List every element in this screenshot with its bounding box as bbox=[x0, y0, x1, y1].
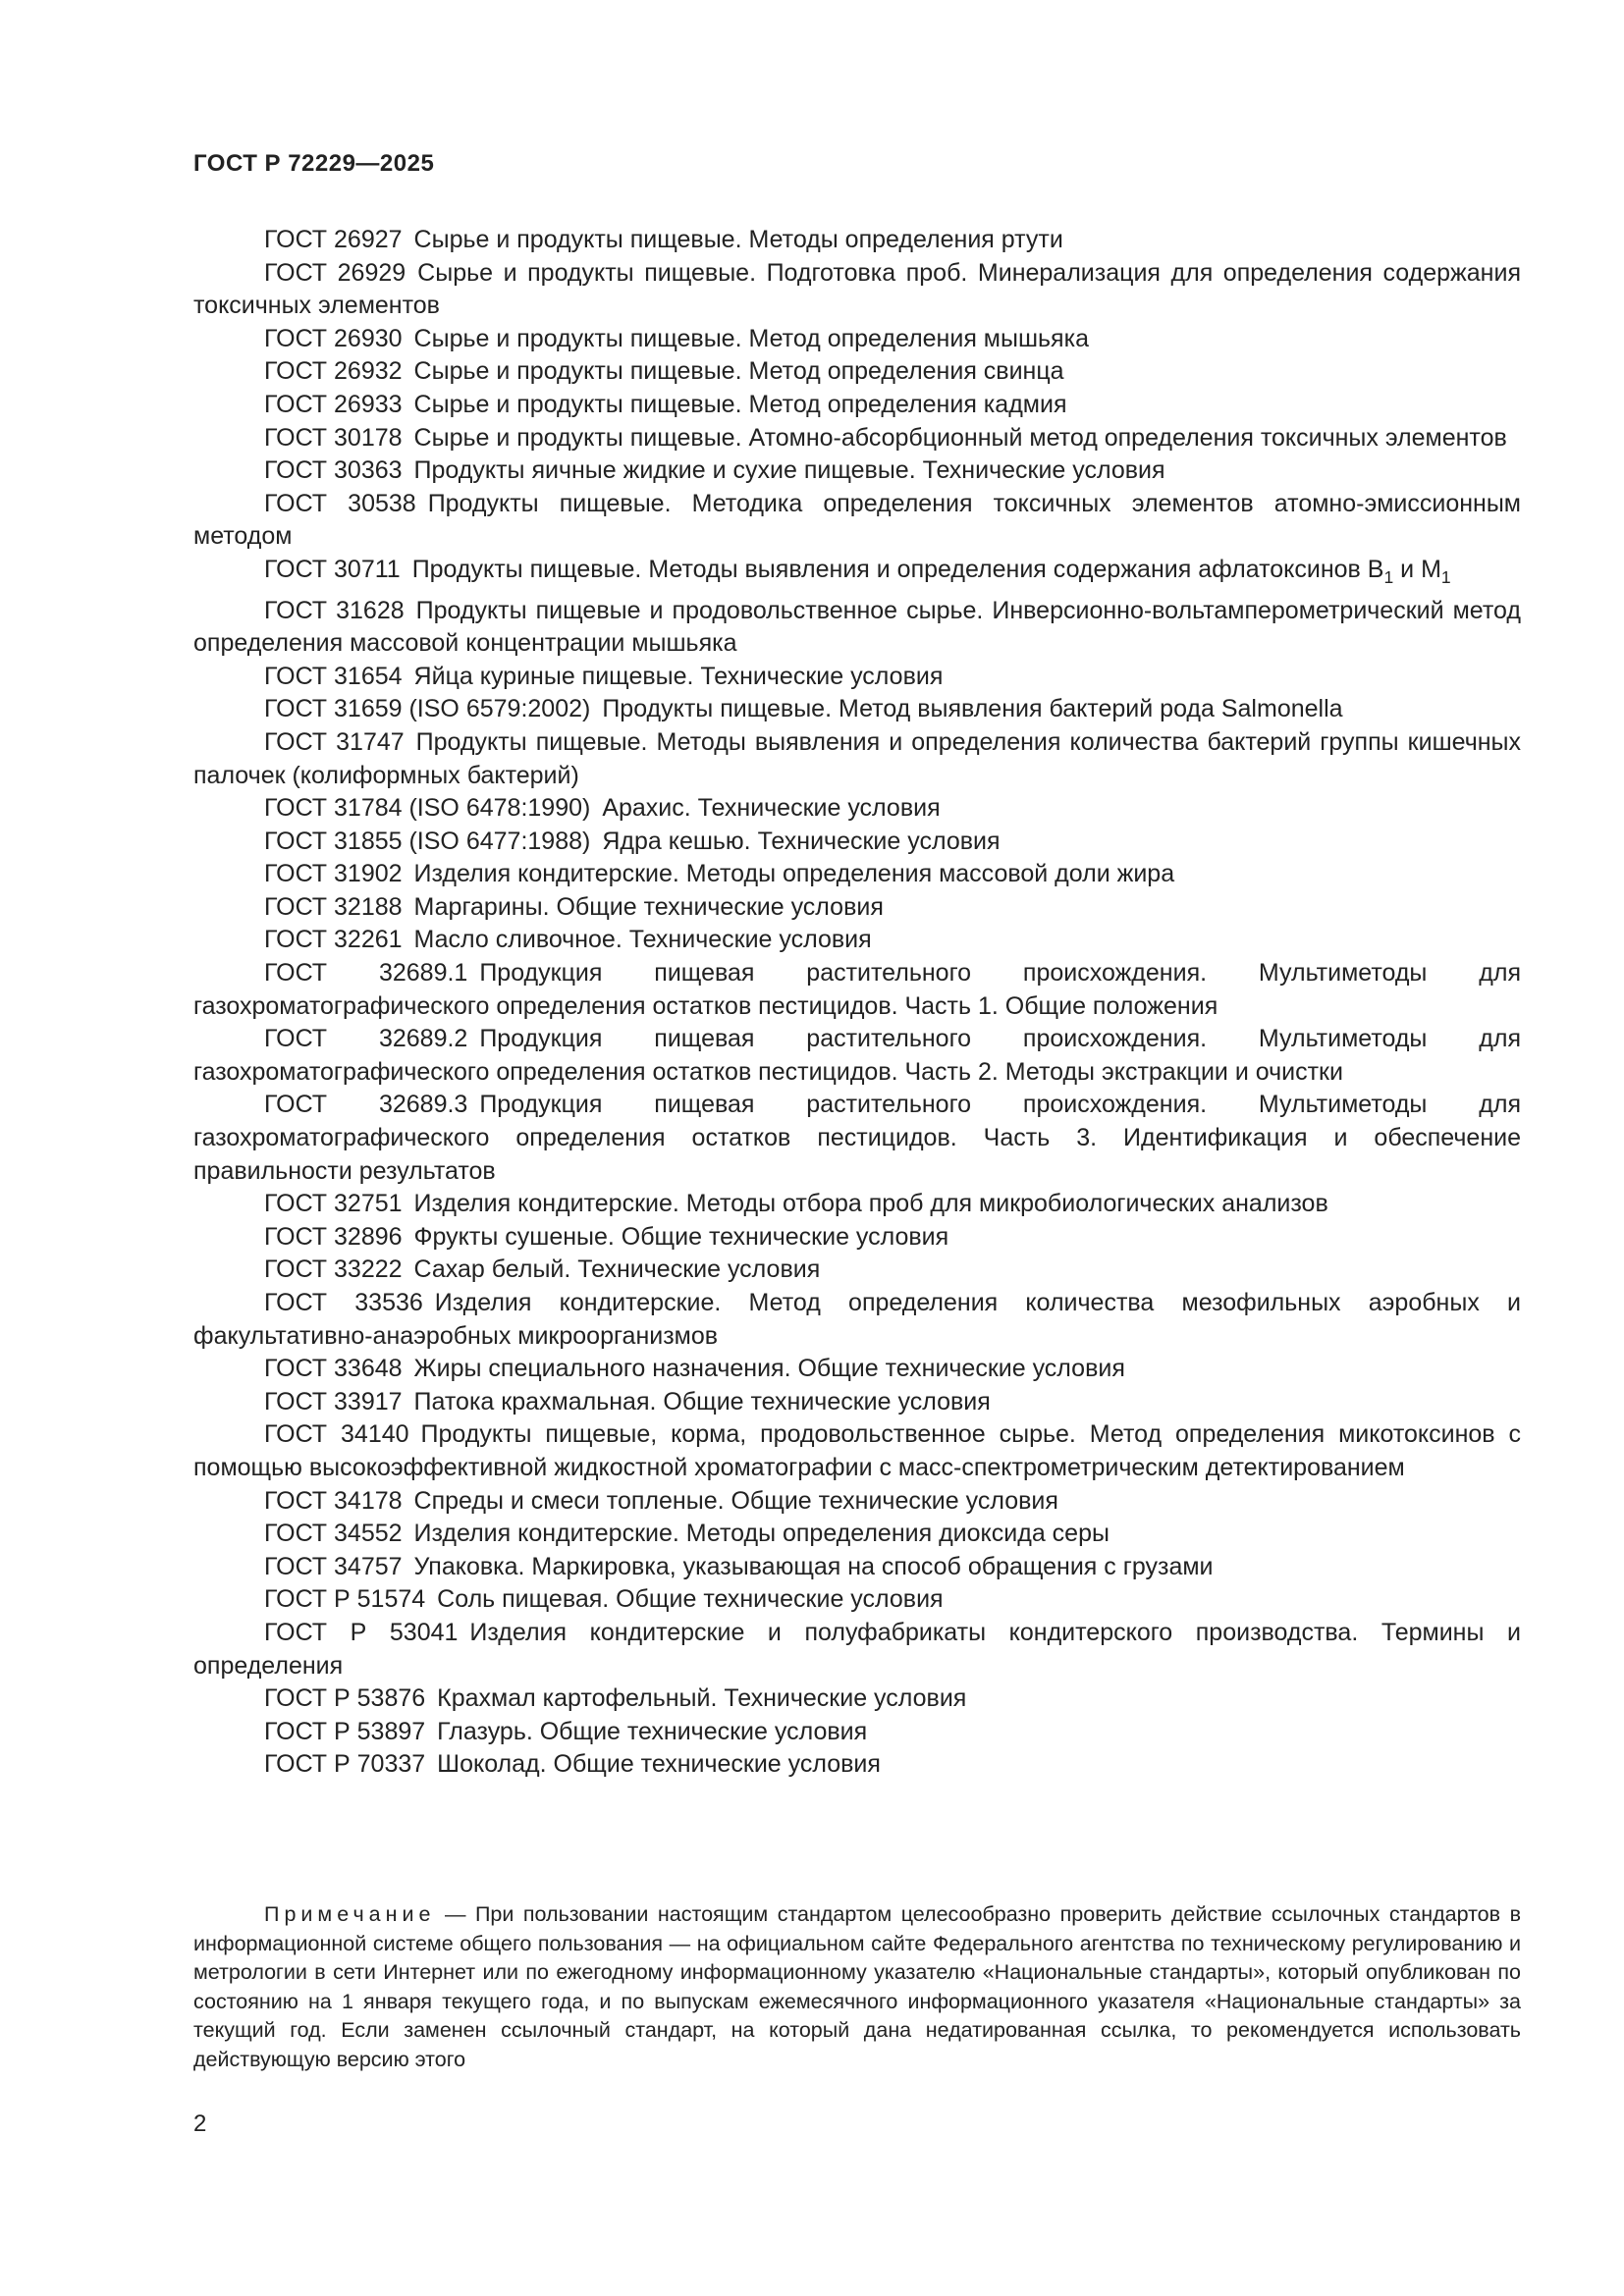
reference-code: ГОСТ 32751 bbox=[264, 1190, 403, 1218]
reference-entry bbox=[193, 1716, 1521, 1749]
reference-entry bbox=[193, 957, 1521, 1023]
reference-title: Жиры специального назначения. Общие технические условия bbox=[413, 1355, 1125, 1383]
reference-code: ГОСТ 30538 bbox=[264, 489, 416, 517]
reference-title: Фрукты сушеные. Общие технические условия bbox=[413, 1222, 949, 1251]
reference-entry bbox=[193, 554, 1521, 595]
reference-title: Сырье и продукты пищевые. Метод определения мышьяка bbox=[413, 324, 1089, 352]
reference-entry bbox=[193, 1518, 1521, 1551]
reference-code: ГОСТ 34178 bbox=[264, 1486, 403, 1515]
reference-title: Сахар белый. Технические условия bbox=[413, 1255, 821, 1284]
reference-code: ГОСТ 30178 bbox=[264, 423, 403, 452]
reference-entry bbox=[193, 224, 1521, 257]
reference-entry bbox=[193, 1221, 1521, 1255]
reference-entry bbox=[193, 595, 1521, 661]
reference-entry bbox=[193, 1353, 1521, 1386]
document-header: ГОСТ Р 72229—2025 bbox=[193, 150, 435, 177]
reference-code: ГОСТ 30363 bbox=[264, 456, 403, 485]
reference-title: Продукты пищевые и продовольственное сырье. Инверсионно-вольтамперометрический метод определения массовой концентрации мышьяка bbox=[193, 596, 1521, 658]
reference-title: Продукция пищевая растительного происхождения. Мультиметоды для газохроматографического определения остатков пестицидов. Часть 1. Общие положения bbox=[193, 959, 1521, 1020]
reference-entry bbox=[193, 826, 1521, 859]
reference-code: ГОСТ 31902 bbox=[264, 860, 403, 888]
reference-title: Сырье и продукты пищевые. Методы определения ртути bbox=[413, 226, 1063, 253]
reference-code: ГОСТ 31855 (ISO 6477:1988) bbox=[264, 827, 591, 855]
reference-title: Сырье и продукты пищевые. Атомно-абсорбционный метод определения токсичных элементов bbox=[413, 423, 1507, 452]
reference-entry bbox=[193, 1188, 1521, 1221]
reference-code: ГОСТ 33222 bbox=[264, 1255, 403, 1284]
normative-references-list bbox=[193, 224, 1521, 1782]
reference-code: ГОСТ 26930 bbox=[264, 324, 403, 352]
conjunction: и bbox=[1400, 555, 1415, 583]
reference-code: ГОСТ 26927 bbox=[264, 226, 403, 253]
reference-code: ГОСТ 33648 bbox=[264, 1355, 403, 1383]
reference-entry bbox=[193, 924, 1521, 957]
reference-code: ГОСТ 33917 bbox=[264, 1387, 403, 1415]
reference-entry bbox=[193, 1418, 1521, 1484]
reference-title: Продукты пищевые. Метод выявления бактерий рода Salmonella bbox=[602, 695, 1343, 723]
reference-code: ГОСТ 26929 bbox=[264, 258, 406, 287]
reference-title: Изделия кондитерские. Методы определения массовой доли жира bbox=[413, 860, 1175, 888]
reference-code: ГОСТ 32188 bbox=[264, 892, 403, 921]
reference-title: Продукты пищевые. Методы выявления и определения содержания афлатоксинов bbox=[411, 555, 1361, 583]
reference-title: Продукция пищевая растительного происхождения. Мультиметоды для газохроматографического определения остатков пестицидов. Часть 3. Идентификация и обеспечение правильности результатов bbox=[193, 1091, 1521, 1185]
reference-code: ГОСТ 31784 (ISO 6478:1990) bbox=[264, 794, 591, 823]
reference-title: Продукты пищевые. Методика определения токсичных элементов атомно-эмиссионным методом bbox=[193, 489, 1521, 551]
reference-title: Арахис. Технические условия bbox=[602, 794, 941, 823]
reference-entry bbox=[193, 323, 1521, 356]
reference-entry bbox=[193, 355, 1521, 389]
reference-entry bbox=[193, 1386, 1521, 1419]
reference-entry bbox=[193, 1089, 1521, 1188]
reference-code: ГОСТ 32689.1 bbox=[264, 959, 468, 988]
reference-title: Соль пищевая. Общие технические условия bbox=[437, 1585, 944, 1614]
reference-entry bbox=[193, 1583, 1521, 1617]
reference-title: Продукты пищевые. Методы выявления и определения количества бактерий группы кишечных палочек (колиформных бактерий) bbox=[193, 727, 1521, 789]
reference-entry bbox=[193, 257, 1521, 323]
reference-entry bbox=[193, 1617, 1521, 1682]
reference-code: ГОСТ 34757 bbox=[264, 1552, 403, 1580]
reference-entry bbox=[193, 693, 1521, 726]
reference-code: ГОСТ 31628 bbox=[264, 596, 405, 624]
reference-entry bbox=[193, 661, 1521, 694]
reference-code: ГОСТ 34552 bbox=[264, 1520, 403, 1548]
reference-entry bbox=[193, 1551, 1521, 1584]
reference-title: Патока крахмальная. Общие технические условия bbox=[413, 1387, 991, 1415]
reference-title: Продукты пищевые, корма, продовольственное сырье. Метод определения микотоксинов с помощью высокоэффективной жидкостной хроматографии с масс-спектрометрическим детектированием bbox=[193, 1420, 1521, 1481]
note-label: Примечание bbox=[264, 1902, 436, 1926]
note-text: — При пользовании настоящим стандартом целесообразно проверить действие ссылочных стандартов в информационной системе общего пользования — на официальном сайте Федерального агентства по техническому регулированию и метрологии в сети Интернет или по ежегодному информационному указателю «Национальные стандарты», который опубликован по состоянию на 1 января текущего года, и по выпускам ежемесячного информационного указателя «Национальные стандарты» за текущий год. Если заменен ссылочный стандарт, на который дана недатированная ссылка, то рекомендуется использовать действующую версию этого bbox=[193, 1902, 1521, 2071]
reference-code: ГОСТ 30711 bbox=[264, 555, 401, 583]
reference-title: Изделия кондитерские. Метод определения количества мезофильных аэробных и факультативно-анаэробных микроорганизмов bbox=[193, 1289, 1521, 1350]
reference-title: Сырье и продукты пищевые. Метод определения кадмия bbox=[413, 390, 1067, 418]
reference-title: Изделия кондитерские и полуфабрикаты кондитерского производства. Термины и определения bbox=[193, 1618, 1521, 1680]
reference-code: ГОСТ 26933 bbox=[264, 390, 403, 418]
reference-code: ГОСТ 34140 bbox=[264, 1420, 409, 1449]
reference-title: Крахмал картофельный. Технические условия bbox=[437, 1684, 967, 1713]
reference-title: Яйца куриные пищевые. Технические условия bbox=[413, 662, 944, 690]
reference-entry bbox=[193, 891, 1521, 925]
reference-code: ГОСТ Р 53041 bbox=[264, 1618, 459, 1646]
reference-code: ГОСТ Р 51574 bbox=[264, 1585, 426, 1614]
reference-entry bbox=[193, 858, 1521, 891]
reference-code: ГОСТ 32689.2 bbox=[264, 1025, 468, 1053]
toxin-m: М bbox=[1421, 555, 1441, 583]
reference-code: ГОСТ Р 53897 bbox=[264, 1717, 426, 1745]
reference-title: Сырье и продукты пищевые. Метод определения свинца bbox=[413, 357, 1064, 386]
reference-entry bbox=[193, 792, 1521, 826]
reference-entry bbox=[193, 1254, 1521, 1287]
reference-code: ГОСТ 32896 bbox=[264, 1222, 403, 1251]
reference-title: Маргарины. Общие технические условия bbox=[413, 892, 884, 921]
page-number: 2 bbox=[193, 2110, 207, 2137]
reference-code: ГОСТ Р 53876 bbox=[264, 1684, 426, 1713]
toxin-m-subscript: 1 bbox=[1440, 566, 1451, 587]
reference-code: ГОСТ 31654 bbox=[264, 662, 403, 690]
reference-title: Шоколад. Общие технические условия bbox=[437, 1750, 881, 1779]
reference-code: ГОСТ 26932 bbox=[264, 357, 403, 386]
reference-title: Сырье и продукты пищевые. Подготовка проб. Минерализация для определения содержания токсичных элементов bbox=[193, 258, 1521, 320]
toxin-b: В bbox=[1367, 555, 1384, 583]
reference-code: ГОСТ 32261 bbox=[264, 926, 403, 954]
reference-code: ГОСТ 31747 bbox=[264, 727, 405, 756]
reference-title: Продукция пищевая растительного происхождения. Мультиметоды для газохроматографического определения остатков пестицидов. Часть 2. Методы экстракции и очистки bbox=[193, 1025, 1521, 1086]
toxin-b-subscript: 1 bbox=[1383, 566, 1394, 587]
reference-title: Масло сливочное. Технические условия bbox=[413, 926, 872, 954]
reference-entry bbox=[193, 1485, 1521, 1519]
reference-code: ГОСТ Р 70337 bbox=[264, 1750, 426, 1779]
reference-entry bbox=[193, 488, 1521, 554]
reference-title: Упаковка. Маркировка, указывающая на способ обращения с грузами bbox=[413, 1552, 1214, 1580]
reference-entry bbox=[193, 389, 1521, 422]
reference-code: ГОСТ 31659 (ISO 6579:2002) bbox=[264, 695, 591, 723]
reference-entry bbox=[193, 1023, 1521, 1089]
reference-title: Спреды и смеси топленые. Общие технические условия bbox=[413, 1486, 1058, 1515]
reference-entry bbox=[193, 422, 1521, 455]
reference-code: ГОСТ 33536 bbox=[264, 1289, 423, 1316]
reference-code: ГОСТ 32689.3 bbox=[264, 1091, 468, 1119]
reference-entry bbox=[193, 1682, 1521, 1716]
reference-title: Продукты яичные жидкие и сухие пищевые. Технические условия bbox=[413, 456, 1165, 485]
reference-entry bbox=[193, 726, 1521, 792]
reference-title: Глазурь. Общие технические условия bbox=[437, 1717, 868, 1745]
reference-entry bbox=[193, 1287, 1521, 1353]
reference-title: Изделия кондитерские. Методы отбора проб для микробиологических анализов bbox=[413, 1190, 1328, 1218]
reference-title: Ядра кешью. Технические условия bbox=[602, 827, 1001, 855]
reference-title: Изделия кондитерские. Методы определения диоксида серы bbox=[413, 1520, 1110, 1548]
reference-entry bbox=[193, 1748, 1521, 1782]
note-paragraph bbox=[193, 1900, 1521, 2074]
reference-entry bbox=[193, 454, 1521, 488]
